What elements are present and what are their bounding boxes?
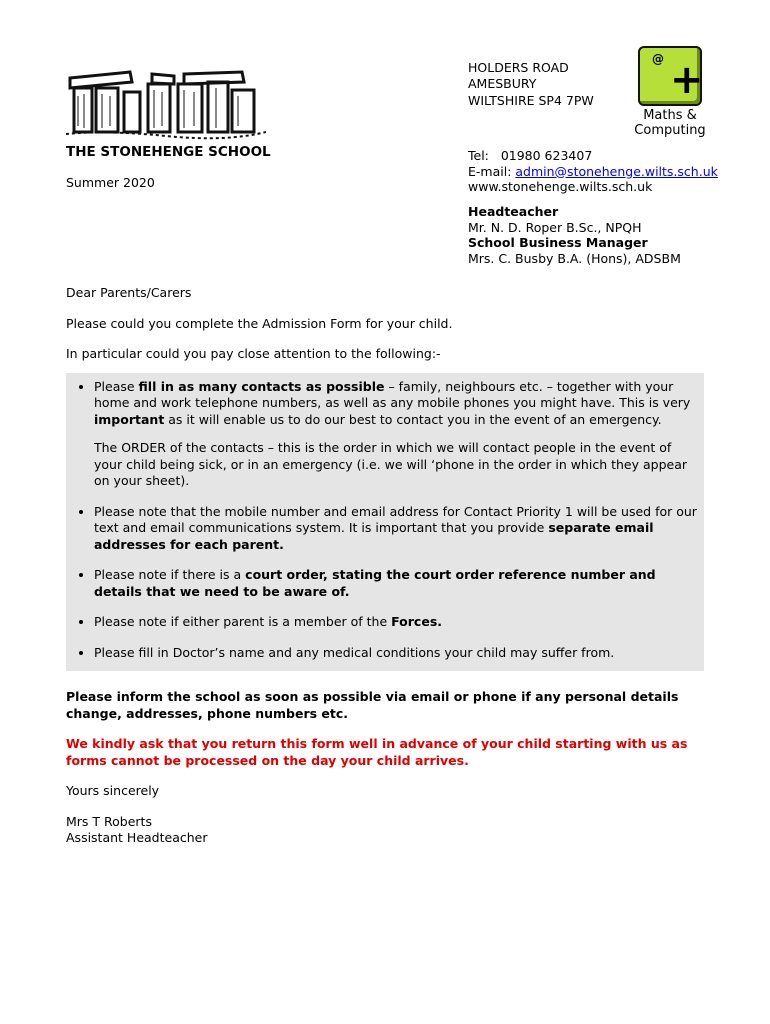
school-name: THE STONEHENGE SCHOOL [66,144,271,160]
staff-list [468,204,681,267]
address-line: WILTSHIRE SP4 7PW [468,92,594,108]
telephone [468,148,718,164]
logo-caption [632,108,708,139]
email-link[interactable]: admin@stonehenge.wilts.sch.uk [515,163,718,179]
school-address [468,60,594,109]
signatory-name: Mrs T Roberts [66,813,152,829]
address-line: AMESBURY [468,76,537,92]
inform-notice: Please inform the school as soon as possible via email or phone if any personal details change, addresses, phone numbers etc. [66,689,679,721]
salutation: Dear Parents/Carers [66,285,192,300]
intro-paragraph: In particular could you pay close attention to the following:- [66,346,441,361]
closing: Yours sincerely [66,783,160,798]
keyboard-key-icon [638,46,702,106]
letter-date: Summer 2020 [66,175,155,190]
list-item [94,504,700,554]
tel-number: 01980 623407 [500,148,593,163]
list-item-text: • Please fill in as many contacts as possible – family, neighbours etc. – together with your home and work telephone numbers, as well as any mobile phones you might have. This is very important as it will enable us to do our best to contact you in the event of an emergency. [94,378,691,427]
instructions-list [74,379,700,662]
list-item-text: The ORDER of the contacts – this is the order in which we will contact people in the event of your child being sick, or in an emergency (i.e. we will ‘phone in the order in which they appear on your sheet). [94,440,687,488]
address-line: HOLDERS ROAD [468,60,569,75]
headteacher-name: Mr. N. D. Roper B.Sc., NPQH [468,219,642,235]
list-item-text: • Please fill in Doctor’s name and any medical conditions your child may suffer from. [94,644,615,660]
letter-body [66,285,706,847]
email-label: E-mail: [468,163,512,179]
list-item [94,614,700,631]
list-item-text: • Please note if either parent is a member of the Forces. [94,614,443,629]
highlight-box [66,373,704,672]
logo-caption-line: Maths & [643,108,697,123]
list-item [94,645,700,662]
business-manager-name: Mrs. C. Busby B.A. (Hons), ADSBM [468,250,681,266]
logo-caption-line: Computing [634,123,706,139]
at-symbol: @ [652,52,664,66]
business-manager-label: School Business Manager [468,235,648,251]
contact-details [468,148,718,195]
list-item-text: • Please note that the mobile number and email address for Contact Priority 1 will be used for our text and email communications system. It is important that you provide separate email addresses for each parent. [94,503,697,552]
maths-computing-logo [632,46,708,142]
tel-label: Tel: [468,148,489,163]
list-item [94,567,700,600]
email [468,164,718,180]
website: www.stonehenge.wilts.sch.uk [468,179,653,195]
return-warning: We kindly ask that you return this form well in advance of your child starting with us as forms cannot be processed on the day your child arrives. [66,736,688,768]
stonehenge-logo [66,66,266,142]
intro-paragraph: Please could you complete the Admission Form for your child. [66,315,453,331]
list-item [94,379,700,490]
list-item-text: • Please note if there is a court order, stating the court order reference number and details that we need to be aware of. [94,567,656,599]
headteacher-label: Headteacher [468,204,559,219]
signatory-title: Assistant Headteacher [66,830,208,845]
plus-icon: + [670,57,704,103]
